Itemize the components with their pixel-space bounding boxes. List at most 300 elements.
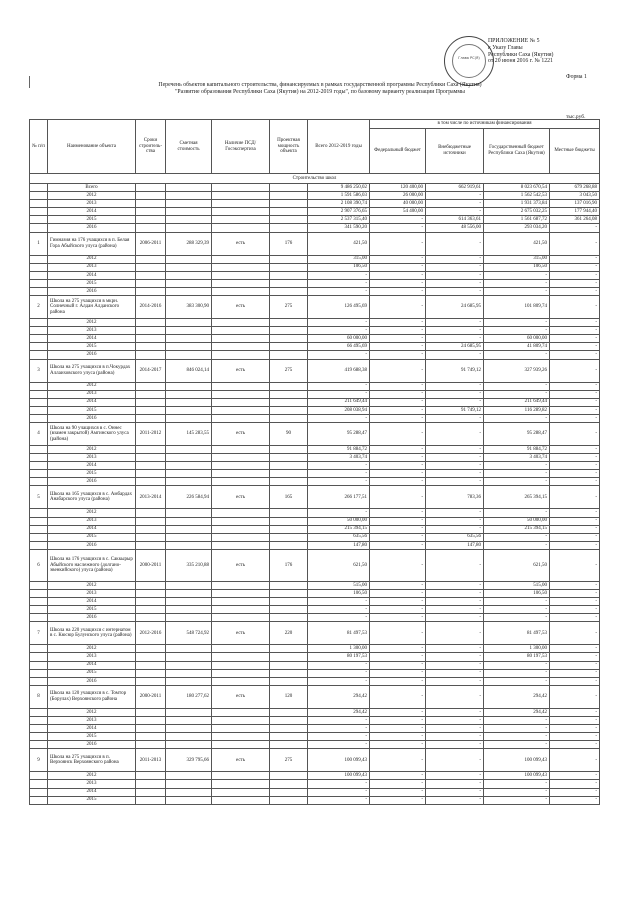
- construction-term: 2014-2016: [136, 296, 166, 319]
- total-amount: 215 394,15: [308, 525, 370, 533]
- federal-budget: -: [370, 509, 426, 517]
- offbudget-sources: -: [426, 382, 484, 390]
- year-row: [30, 184, 600, 192]
- total-amount: -: [308, 780, 370, 788]
- state-budget: 2 675 032,25: [484, 208, 550, 216]
- construction-term: [136, 470, 166, 478]
- year-row: [30, 319, 600, 327]
- psd-status: [212, 271, 270, 279]
- local-budget: -: [550, 590, 600, 598]
- state-budget: -: [484, 733, 550, 741]
- design-capacity: 275: [270, 749, 308, 772]
- local-budget: -: [550, 725, 600, 733]
- estimated-cost: [166, 533, 212, 541]
- local-budget: -: [550, 382, 600, 390]
- total-amount: 106,50: [308, 590, 370, 598]
- object-name: 2012: [48, 319, 136, 327]
- row-number: [30, 454, 48, 462]
- year-row: [30, 351, 600, 359]
- design-capacity: [270, 598, 308, 606]
- federal-budget: -: [370, 685, 426, 708]
- local-budget: -: [550, 622, 600, 645]
- col-header-sources-group: в том числе по источникам финансирования: [370, 120, 600, 129]
- total-amount: 515,00: [308, 581, 370, 589]
- design-capacity: [270, 263, 308, 271]
- federal-budget: -: [370, 414, 426, 422]
- total-amount: 294,42: [308, 685, 370, 708]
- design-capacity: [270, 653, 308, 661]
- federal-budget: -: [370, 606, 426, 614]
- object-row: [30, 685, 600, 708]
- estimated-cost: [166, 598, 212, 606]
- state-budget: -: [484, 788, 550, 796]
- offbudget-sources: -: [426, 398, 484, 406]
- appendix-number: ПРИЛОЖЕНИЕ № 5: [488, 38, 540, 44]
- federal-budget: -: [370, 398, 426, 406]
- total-amount: 211 649,44: [308, 398, 370, 406]
- state-budget: 91 884,72: [484, 445, 550, 453]
- construction-term: [136, 733, 166, 741]
- total-amount: -: [308, 470, 370, 478]
- psd-status: [212, 255, 270, 263]
- psd-status: есть: [212, 749, 270, 772]
- local-budget: -: [550, 549, 600, 581]
- state-budget: 41 809,74: [484, 343, 550, 351]
- object-row: [30, 232, 600, 255]
- state-budget: -: [484, 509, 550, 517]
- estimated-cost: [166, 733, 212, 741]
- estimated-cost: [166, 255, 212, 263]
- offbudget-sources: -: [426, 598, 484, 606]
- psd-status: [212, 287, 270, 295]
- year-row: [30, 614, 600, 622]
- state-budget: 100 099,43: [484, 772, 550, 780]
- row-number: [30, 224, 48, 232]
- row-number: [30, 788, 48, 796]
- state-budget: -: [484, 614, 550, 622]
- federal-budget: -: [370, 796, 426, 804]
- object-name: 2016: [48, 351, 136, 359]
- total-amount: -: [308, 716, 370, 724]
- design-capacity: [270, 772, 308, 780]
- object-name: 2016: [48, 478, 136, 486]
- object-name: Школа на 275 учащихся в п.Чокурдах Аллаиховского улуса (района): [48, 359, 136, 382]
- psd-status: [212, 733, 270, 741]
- federal-budget: -: [370, 462, 426, 470]
- construction-term: [136, 614, 166, 622]
- republic-line: Республики Саха (Якутия): [488, 51, 554, 58]
- estimated-cost: [166, 796, 212, 804]
- federal-budget: -: [370, 445, 426, 453]
- year-row: [30, 517, 600, 525]
- row-number: [30, 414, 48, 422]
- offbudget-sources: 783,36: [426, 486, 484, 509]
- object-name: 2013: [48, 653, 136, 661]
- construction-term: [136, 343, 166, 351]
- state-budget: 100 099,43: [484, 749, 550, 772]
- construction-term: 2011-2012: [136, 422, 166, 445]
- psd-status: [212, 478, 270, 486]
- psd-status: есть: [212, 486, 270, 509]
- row-number: [30, 614, 48, 622]
- estimated-cost: [166, 192, 212, 200]
- offbudget-sources: -: [426, 390, 484, 398]
- design-capacity: [270, 445, 308, 453]
- offbudget-sources: -: [426, 645, 484, 653]
- year-row: [30, 382, 600, 390]
- row-number: [30, 590, 48, 598]
- local-budget: -: [550, 749, 600, 772]
- federal-budget: -: [370, 382, 426, 390]
- state-budget: -: [484, 327, 550, 335]
- construction-term: [136, 716, 166, 724]
- state-budget: 265 394,15: [484, 486, 550, 509]
- estimated-cost: [166, 398, 212, 406]
- construction-term: [136, 725, 166, 733]
- row-number: [30, 319, 48, 327]
- psd-status: [212, 725, 270, 733]
- offbudget-sources: 614 363,61: [426, 216, 484, 224]
- estimated-cost: [166, 517, 212, 525]
- local-budget: -: [550, 414, 600, 422]
- state-budget: 315,00: [484, 255, 550, 263]
- row-number: [30, 796, 48, 804]
- row-number: [30, 216, 48, 224]
- object-name: 2012: [48, 445, 136, 453]
- object-name: 2012: [48, 382, 136, 390]
- local-budget: -: [550, 733, 600, 741]
- construction-term: [136, 263, 166, 271]
- offbudget-sources: -: [426, 590, 484, 598]
- federal-budget: -: [370, 549, 426, 581]
- row-number: [30, 398, 48, 406]
- design-capacity: 120: [270, 685, 308, 708]
- total-amount: -: [308, 287, 370, 295]
- federal-budget: -: [370, 486, 426, 509]
- total-amount: 2 907 376,65: [308, 208, 370, 216]
- state-budget: -: [484, 669, 550, 677]
- construction-term: [136, 741, 166, 749]
- estimated-cost: [166, 343, 212, 351]
- federal-budget: -: [370, 653, 426, 661]
- offbudget-sources: -: [426, 661, 484, 669]
- state-budget: -: [484, 780, 550, 788]
- state-budget: 515,00: [484, 581, 550, 589]
- total-amount: 147,80: [308, 541, 370, 549]
- psd-status: [212, 533, 270, 541]
- year-row: [30, 279, 600, 287]
- construction-term: [136, 319, 166, 327]
- estimated-cost: [166, 772, 212, 780]
- state-budget: 1 561 687,72: [484, 216, 550, 224]
- offbudget-sources: -: [426, 255, 484, 263]
- offbudget-sources: -: [426, 319, 484, 327]
- estimated-cost: [166, 606, 212, 614]
- construction-term: [136, 255, 166, 263]
- total-amount: 315,00: [308, 255, 370, 263]
- col-header-term: Сроки строитель-ства: [136, 120, 166, 174]
- construction-term: 2013-2014: [136, 486, 166, 509]
- estimated-cost: [166, 454, 212, 462]
- margin-mark: [29, 76, 30, 88]
- object-row: [30, 749, 600, 772]
- estimated-cost: [166, 788, 212, 796]
- total-amount: -: [308, 661, 370, 669]
- row-number: [30, 200, 48, 208]
- total-amount: 91 884,72: [308, 445, 370, 453]
- object-row: [30, 296, 600, 319]
- federal-budget: -: [370, 406, 426, 414]
- total-amount: 100 099,43: [308, 772, 370, 780]
- psd-status: [212, 216, 270, 224]
- design-capacity: 220: [270, 622, 308, 645]
- total-amount: -: [308, 462, 370, 470]
- psd-status: [212, 517, 270, 525]
- offbudget-sources: -: [426, 351, 484, 359]
- federal-budget: -: [370, 422, 426, 445]
- state-budget: 215 394,15: [484, 525, 550, 533]
- construction-term: [136, 653, 166, 661]
- construction-term: 2000-2011: [136, 685, 166, 708]
- construction-term: [136, 590, 166, 598]
- psd-status: [212, 581, 270, 589]
- offbudget-sources: -: [426, 271, 484, 279]
- estimated-cost: 180 277,62: [166, 685, 212, 708]
- year-row: [30, 796, 600, 804]
- total-amount: 3 403,74: [308, 454, 370, 462]
- offbudget-sources: -: [426, 549, 484, 581]
- object-name: 2015: [48, 669, 136, 677]
- federal-budget: 120 400,00: [370, 184, 426, 192]
- object-row: [30, 359, 600, 382]
- psd-status: [212, 590, 270, 598]
- local-budget: -: [550, 796, 600, 804]
- row-number: 5: [30, 486, 48, 509]
- object-name: 2016: [48, 677, 136, 685]
- local-budget: -: [550, 486, 600, 509]
- estimated-cost: [166, 279, 212, 287]
- construction-term: [136, 382, 166, 390]
- state-budget: 1 931 373,84: [484, 200, 550, 208]
- units-label: тыс.руб.: [566, 114, 586, 120]
- total-amount: 80 197,53: [308, 653, 370, 661]
- object-name: Школа на 176 учащихся в с. Саккырыр Абыйского наслежного (долгано-эвенкийского) улуса (района): [48, 549, 136, 581]
- total-amount: -: [308, 509, 370, 517]
- psd-status: [212, 279, 270, 287]
- offbudget-sources: -: [426, 725, 484, 733]
- construction-term: 2014-2017: [136, 359, 166, 382]
- federal-budget: -: [370, 525, 426, 533]
- construction-term: [136, 677, 166, 685]
- psd-status: [212, 614, 270, 622]
- row-number: [30, 533, 48, 541]
- psd-status: [212, 382, 270, 390]
- local-budget: -: [550, 598, 600, 606]
- total-amount: 60 000,00: [308, 335, 370, 343]
- local-budget: -: [550, 335, 600, 343]
- design-capacity: [270, 796, 308, 804]
- offbudget-sources: -: [426, 606, 484, 614]
- state-budget: 293 034,20: [484, 224, 550, 232]
- federal-budget: -: [370, 733, 426, 741]
- year-row: [30, 788, 600, 796]
- total-amount: 100 099,43: [308, 749, 370, 772]
- state-budget: 421,50: [484, 232, 550, 255]
- local-budget: -: [550, 359, 600, 382]
- federal-budget: -: [370, 296, 426, 319]
- construction-term: [136, 390, 166, 398]
- design-capacity: [270, 509, 308, 517]
- row-number: [30, 382, 48, 390]
- construction-term: [136, 788, 166, 796]
- offbudget-sources: 635,56: [426, 533, 484, 541]
- year-row: [30, 216, 600, 224]
- construction-term: [136, 398, 166, 406]
- offbudget-sources: 91 749,12: [426, 406, 484, 414]
- local-budget: 361 264,08: [550, 216, 600, 224]
- design-capacity: [270, 192, 308, 200]
- year-row: [30, 327, 600, 335]
- total-amount: -: [308, 351, 370, 359]
- local-budget: 177 944,40: [550, 208, 600, 216]
- state-budget: -: [484, 279, 550, 287]
- psd-status: [212, 661, 270, 669]
- state-budget: 101 809,74: [484, 296, 550, 319]
- federal-budget: -: [370, 772, 426, 780]
- object-name: 2014: [48, 271, 136, 279]
- year-row: [30, 590, 600, 598]
- federal-budget: -: [370, 581, 426, 589]
- total-amount: -: [308, 788, 370, 796]
- offbudget-sources: -: [426, 445, 484, 453]
- object-name: 2013: [48, 454, 136, 462]
- state-budget: 1 562 542,53: [484, 192, 550, 200]
- design-capacity: [270, 581, 308, 589]
- row-number: [30, 645, 48, 653]
- psd-status: [212, 398, 270, 406]
- design-capacity: [270, 462, 308, 470]
- federal-budget: -: [370, 470, 426, 478]
- federal-budget: 26 000,00: [370, 192, 426, 200]
- row-number: [30, 653, 48, 661]
- construction-term: [136, 509, 166, 517]
- estimated-cost: 383 300,90: [166, 296, 212, 319]
- construction-term: [136, 796, 166, 804]
- local-budget: -: [550, 677, 600, 685]
- object-name: Гимназия на 176 учащихся в п. Белая Гора Абыйского улуса (района): [48, 232, 136, 255]
- year-row: [30, 478, 600, 486]
- local-budget: -: [550, 470, 600, 478]
- estimated-cost: 548 724,92: [166, 622, 212, 645]
- offbudget-sources: -: [426, 716, 484, 724]
- row-number: [30, 406, 48, 414]
- state-budget: 116 289,82: [484, 406, 550, 414]
- document-title: [60, 82, 580, 96]
- estimated-cost: [166, 184, 212, 192]
- local-budget: -: [550, 788, 600, 796]
- federal-budget: -: [370, 287, 426, 295]
- year-row: [30, 598, 600, 606]
- total-amount: 126 495,69: [308, 296, 370, 319]
- row-number: [30, 541, 48, 549]
- local-budget: -: [550, 398, 600, 406]
- estimated-cost: [166, 645, 212, 653]
- federal-budget: -: [370, 725, 426, 733]
- estimated-cost: [166, 581, 212, 589]
- offbudget-sources: -: [426, 525, 484, 533]
- local-budget: -: [550, 741, 600, 749]
- state-budget: -: [484, 470, 550, 478]
- year-row: [30, 716, 600, 724]
- psd-status: [212, 741, 270, 749]
- federal-budget: -: [370, 216, 426, 224]
- year-row: [30, 224, 600, 232]
- local-budget: -: [550, 581, 600, 589]
- estimated-cost: [166, 525, 212, 533]
- construction-term: [136, 192, 166, 200]
- federal-budget: -: [370, 780, 426, 788]
- construction-term: [136, 224, 166, 232]
- estimated-cost: [166, 351, 212, 359]
- local-budget: -: [550, 708, 600, 716]
- row-number: [30, 462, 48, 470]
- local-budget: 3 043,50: [550, 192, 600, 200]
- psd-status: [212, 351, 270, 359]
- row-number: [30, 208, 48, 216]
- federal-budget: -: [370, 279, 426, 287]
- col-header-total: Всего 2012-2019 годы: [308, 120, 370, 174]
- estimated-cost: [166, 216, 212, 224]
- offbudget-sources: -: [426, 232, 484, 255]
- federal-budget: -: [370, 224, 426, 232]
- local-budget: -: [550, 390, 600, 398]
- object-name: 2013: [48, 780, 136, 788]
- psd-status: [212, 406, 270, 414]
- state-budget: -: [484, 606, 550, 614]
- year-row: [30, 335, 600, 343]
- object-name: 2012: [48, 772, 136, 780]
- object-name: Школа на 165 учащихся в с. Амбардах Анабарского улуса (района): [48, 486, 136, 509]
- state-budget: -: [484, 319, 550, 327]
- object-name: Школа на 275 учащихся в мкрн. Солнечный г. Алдан Алданского района: [48, 296, 136, 319]
- design-capacity: [270, 382, 308, 390]
- construction-term: [136, 200, 166, 208]
- offbudget-sources: -: [426, 677, 484, 685]
- psd-status: [212, 788, 270, 796]
- construction-term: [136, 271, 166, 279]
- local-budget: 137 016,90: [550, 200, 600, 208]
- estimated-cost: [166, 327, 212, 335]
- object-name: 2015: [48, 216, 136, 224]
- design-capacity: [270, 533, 308, 541]
- row-number: [30, 598, 48, 606]
- year-row: [30, 581, 600, 589]
- federal-budget: -: [370, 541, 426, 549]
- object-name: 2016: [48, 541, 136, 549]
- row-number: 4: [30, 422, 48, 445]
- year-row: [30, 741, 600, 749]
- offbudget-sources: -: [426, 470, 484, 478]
- estimated-cost: [166, 780, 212, 788]
- estimated-cost: [166, 335, 212, 343]
- design-capacity: [270, 669, 308, 677]
- row-number: [30, 470, 48, 478]
- federal-budget: -: [370, 343, 426, 351]
- design-capacity: [270, 271, 308, 279]
- year-row: [30, 200, 600, 208]
- estimated-cost: [166, 445, 212, 453]
- row-number: [30, 343, 48, 351]
